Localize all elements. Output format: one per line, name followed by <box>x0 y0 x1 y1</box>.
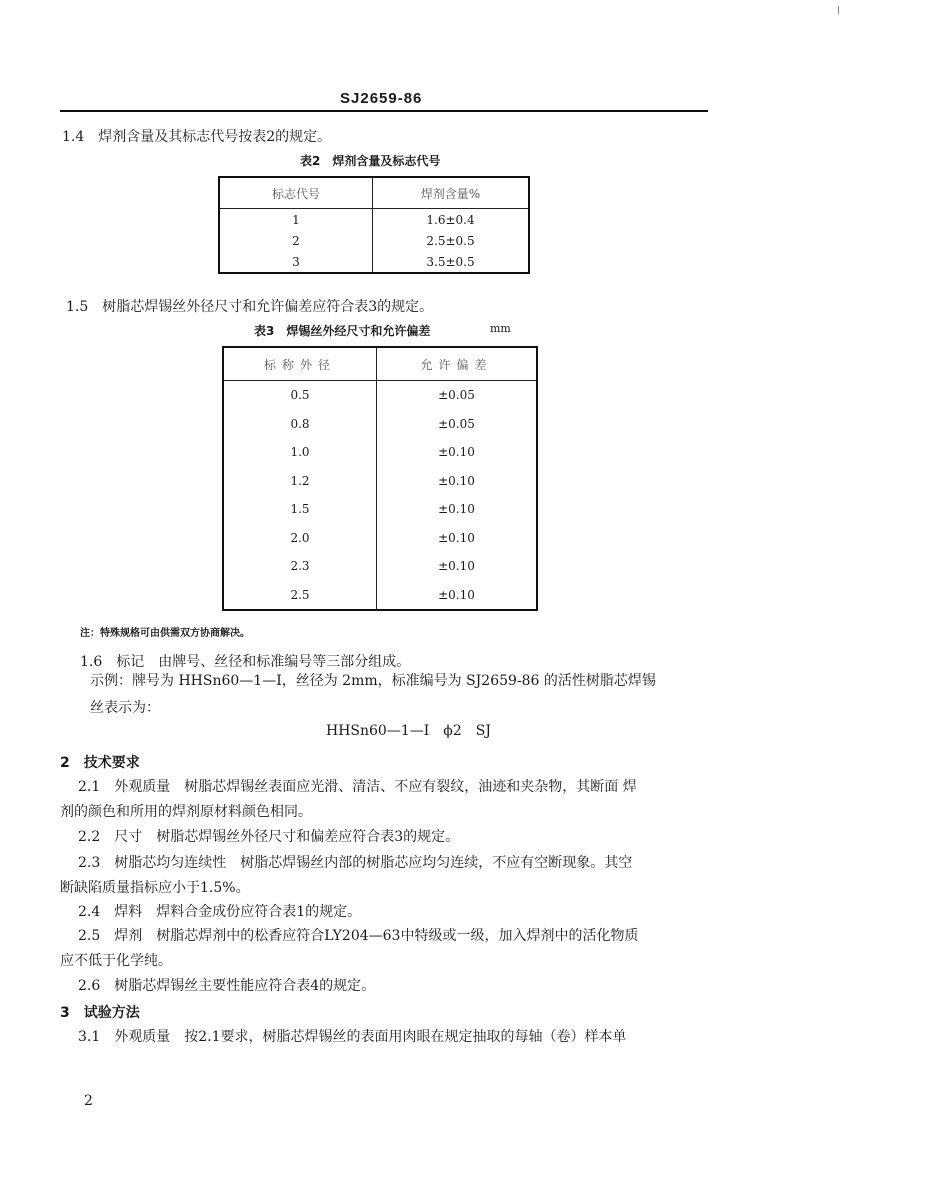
table-header-cell: 焊剂含量% <box>373 177 530 209</box>
table3-note: 注：特殊规格可由供需双方协商解决。 <box>80 628 250 639</box>
table-cell: 2.3 <box>223 552 377 581</box>
section-3-title: 3 试验方法 <box>60 1005 140 1021</box>
table-header-row <box>223 347 537 381</box>
section-2-3: 2.3 树脂芯均匀连续性 树脂芯焊锡丝内部的树脂芯应均匀连续，不应有空断现象。其空 <box>78 855 633 871</box>
table-cell: ±0.10 <box>438 473 475 488</box>
table-cell: 1.6±0.4 <box>426 212 475 227</box>
table-row <box>223 581 537 611</box>
table-row <box>219 251 529 273</box>
document-code-header: SJ2659-86 <box>340 90 423 107</box>
table-cell: 3.5±0.5 <box>426 254 475 269</box>
section-1-6: 1.6 标记 由牌号、丝径和标准编号等三部分组成。 <box>80 654 411 670</box>
table3-caption: 表3 焊锡丝外经尺寸和允许偏差 <box>254 324 431 338</box>
table-header-row <box>219 177 529 209</box>
table-cell: 1.0 <box>223 438 377 467</box>
table2 <box>218 176 530 274</box>
table-cell: 2.5±0.5 <box>426 233 475 248</box>
section-2-3-cont: 断缺陷质量指标应小于1.5%。 <box>60 880 250 896</box>
table-cell: 0.8 <box>223 410 377 439</box>
section-2-4: 2.4 焊料 焊料合金成份应符合表1的规定。 <box>78 904 362 920</box>
section-1-6-example-cont: 丝表示为： <box>90 700 160 716</box>
section-2-1: 2.1 外观质量 树脂芯焊锡丝表面应光滑、清洁、不应有裂纹，油迹和夹杂物，其断面 焊 <box>78 779 637 795</box>
table2-caption: 表2 焊剂含量及标志代号 <box>300 154 441 168</box>
table-cell: 3 <box>219 251 373 273</box>
table-cell: 1 <box>219 209 373 231</box>
section-2-5-cont: 应不低于化学纯。 <box>60 953 172 969</box>
section-2-5: 2.5 焊剂 树脂芯焊剂中的松香应符合LY204—63中特级或一级，加入焊剂中的活化物质 <box>78 928 639 944</box>
table-cell: 2.5 <box>223 581 377 611</box>
table-row <box>223 438 537 467</box>
table-row <box>223 410 537 439</box>
table-cell: ±0.05 <box>438 416 475 431</box>
section-1-5: 1.5 树脂芯焊锡丝外径尺寸和允许偏差应符合表3的规定。 <box>66 299 434 315</box>
table-cell: ±0.10 <box>438 502 475 517</box>
section-1-6-example: 示例：牌号为 HHSn60—1—I，丝径为 2mm，标准编号为 SJ2659-86 的活性树脂芯焊锡 <box>90 673 656 689</box>
scan-mark <box>838 6 839 14</box>
table-cell: ±0.05 <box>438 388 475 403</box>
header-rule <box>60 110 708 112</box>
table-cell: 2 <box>219 230 373 251</box>
table-header-cell: 标称外径 <box>223 347 377 381</box>
table3 <box>222 346 538 611</box>
table-header-cell: 标志代号 <box>219 177 373 209</box>
table-cell: ±0.10 <box>438 445 475 460</box>
table-cell: 0.5 <box>223 381 377 410</box>
table-row <box>219 230 529 251</box>
table-row <box>223 381 537 410</box>
marking-example: HHSn60—1—I ϕ2 SJ <box>326 723 491 739</box>
page-number: 2 <box>84 1093 93 1109</box>
table-row <box>223 552 537 581</box>
table-cell: ±0.10 <box>438 559 475 574</box>
table-cell: 2.0 <box>223 524 377 553</box>
table-row <box>223 467 537 496</box>
section-2-1-cont: 剂的颜色和所用的焊剂原材料颜色相同。 <box>60 804 312 820</box>
table-row <box>223 495 537 524</box>
table-header-cell: 允许偏差 <box>377 347 538 381</box>
table-cell: 1.2 <box>223 467 377 496</box>
table-row <box>223 524 537 553</box>
section-1-4: 1.4 焊剂含量及其标志代号按表2的规定。 <box>62 129 332 145</box>
table-cell: 1.5 <box>223 495 377 524</box>
section-2-2: 2.2 尺寸 树脂芯焊锡丝外径尺寸和偏差应符合表3的规定。 <box>78 829 460 845</box>
table3-unit: mm <box>490 322 511 335</box>
section-2-6: 2.6 树脂芯焊锡丝主要性能应符合表4的规定。 <box>78 978 376 994</box>
section-3-1: 3.1 外观质量 按2.1要求，树脂芯焊锡丝的表面用肉眼在规定抽取的每轴（卷）样本单 <box>78 1029 627 1045</box>
section-2-title: 2 技术要求 <box>60 755 140 771</box>
table-cell: ±0.10 <box>438 530 475 545</box>
table-row <box>219 209 529 231</box>
table-cell: ±0.10 <box>438 587 475 602</box>
